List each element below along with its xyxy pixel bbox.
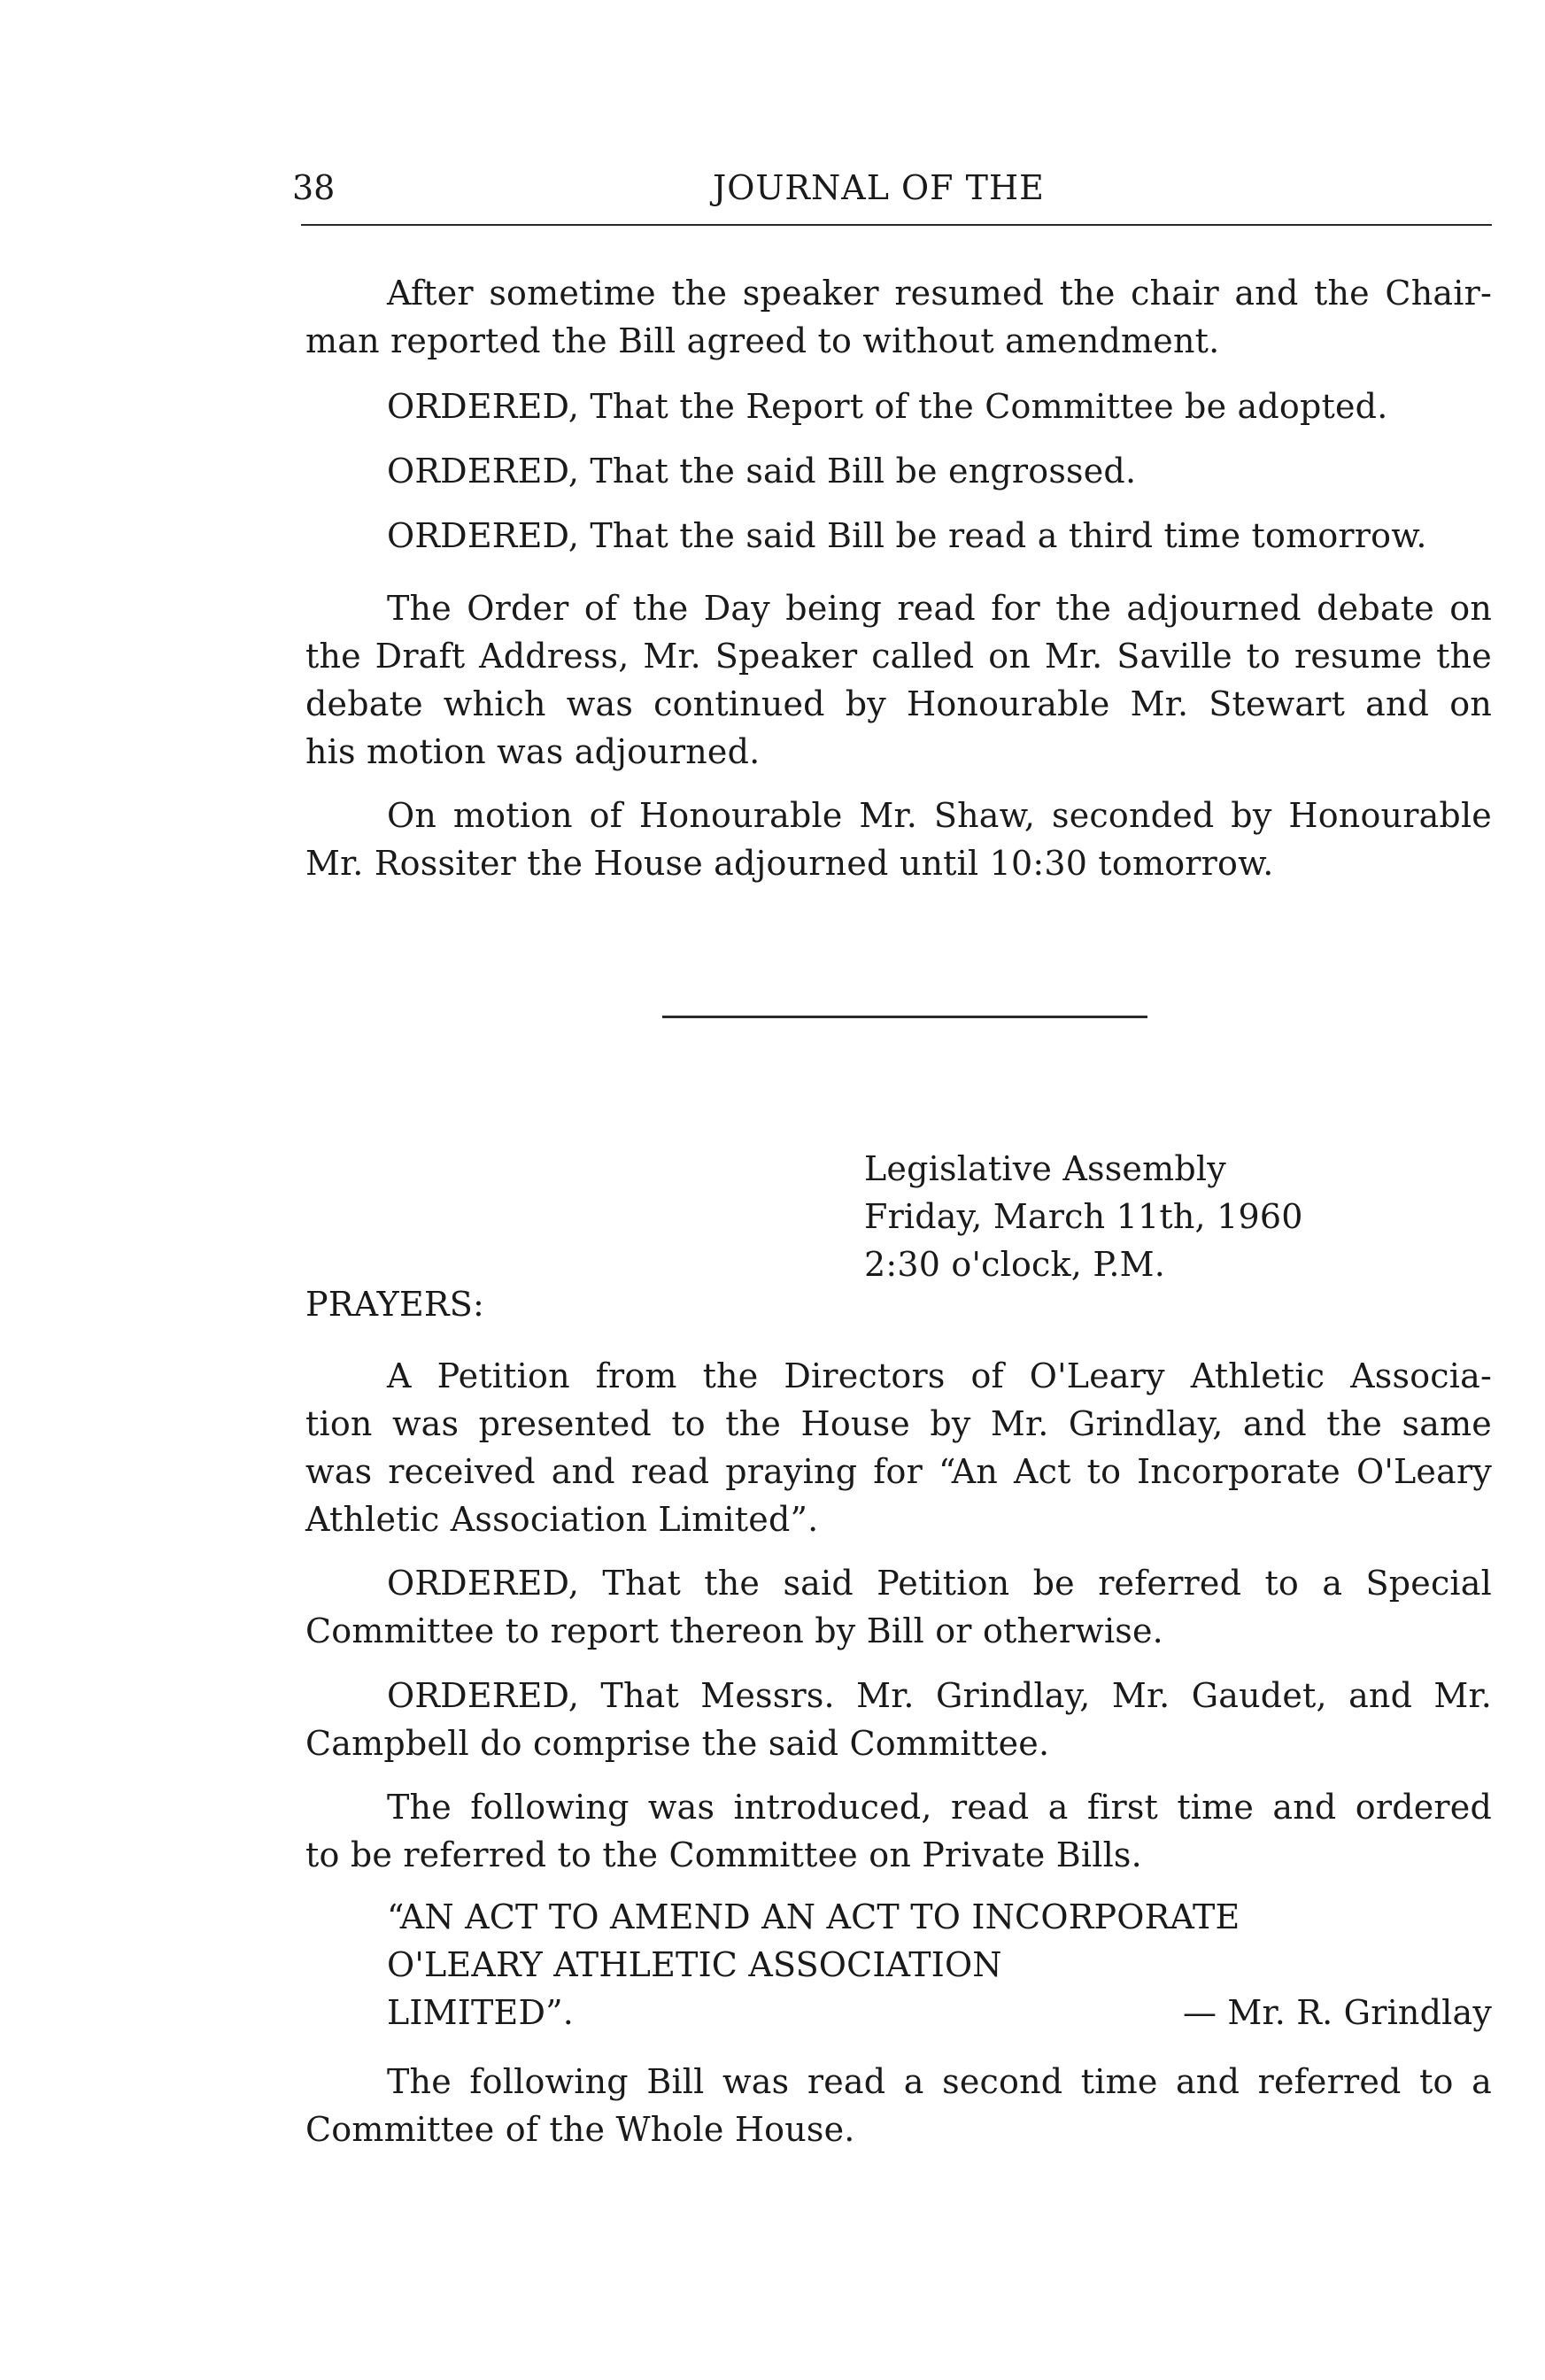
paragraph-line: Committee of the Whole House. — [305, 2110, 855, 2149]
bill-title-line: LIMITED”. — [387, 1993, 575, 2032]
bill-title-line: “AN ACT TO AMEND AN ACT TO INCORPORATE — [387, 1897, 1240, 1936]
paragraph-line: tion was presented to the House by Mr. Grindlay, and the same — [305, 1404, 1492, 1443]
paragraph-line: was received and read praying for “An Act to Incorporate O'Leary — [305, 1452, 1492, 1491]
section-separator — [662, 1016, 1147, 1018]
paragraph-line: ORDERED, That the Report of the Committee be adopted. — [387, 387, 1388, 426]
page-number: 38 — [292, 168, 336, 207]
paragraph-line: The following Bill was read a second time and referred to a — [387, 2062, 1492, 2101]
paragraph-line: the Draft Address, Mr. Speaker called on Mr. Saville to resume the — [305, 637, 1492, 676]
paragraph-line: Committee to report thereon by Bill or otherwise. — [305, 1611, 1163, 1650]
paragraph-line: to be referred to the Committee on Private Bills. — [305, 1835, 1142, 1874]
header-rule — [301, 224, 1492, 226]
prayers-heading: PRAYERS: — [305, 1285, 484, 1324]
paragraph-line: A Petition from the Directors of O'Leary Athletic Associa- — [387, 1356, 1492, 1395]
sitting-body: Legislative Assembly — [864, 1149, 1226, 1188]
paragraph-line: On motion of Honourable Mr. Shaw, seconded by Honourable — [387, 796, 1492, 835]
bill-sponsor: — Mr. R. Grindlay — [1182, 1993, 1492, 2032]
sitting-date: Friday, March 11th, 1960 — [864, 1197, 1303, 1236]
paragraph-line: ORDERED, That the said Bill be read a third time tomorrow. — [387, 516, 1427, 555]
paragraph-line: The following was introduced, read a first time and ordered — [387, 1788, 1492, 1827]
paragraph-line: After sometime the speaker resumed the chair and the Chair- — [387, 274, 1492, 313]
paragraph-line: ORDERED, That the said Petition be referred to a Special — [387, 1564, 1492, 1603]
paragraph-line: ORDERED, That Messrs. Mr. Grindlay, Mr. Gaudet, and Mr. — [387, 1676, 1492, 1715]
paragraph-line: debate which was continued by Honourable Mr. Stewart and on — [305, 684, 1492, 723]
paragraph-line: man reported the Bill agreed to without amendment. — [305, 321, 1220, 360]
paragraph-line: Mr. Rossiter the House adjourned until 10:30 tomorrow. — [305, 844, 1274, 883]
bill-title-line: O'LEARY ATHLETIC ASSOCIATION — [387, 1945, 1002, 1984]
paragraph-line: Campbell do comprise the said Committee. — [305, 1724, 1050, 1763]
running-title: JOURNAL OF THE — [713, 168, 1045, 207]
paragraph-line: The Order of the Day being read for the adjourned debate on — [387, 589, 1492, 628]
sitting-time: 2:30 o'clock, P.M. — [864, 1245, 1166, 1284]
paragraph-line: ORDERED, That the said Bill be engrossed. — [387, 452, 1137, 491]
paragraph-line: Athletic Association Limited”. — [305, 1500, 819, 1539]
paragraph-line: his motion was adjourned. — [305, 732, 761, 771]
